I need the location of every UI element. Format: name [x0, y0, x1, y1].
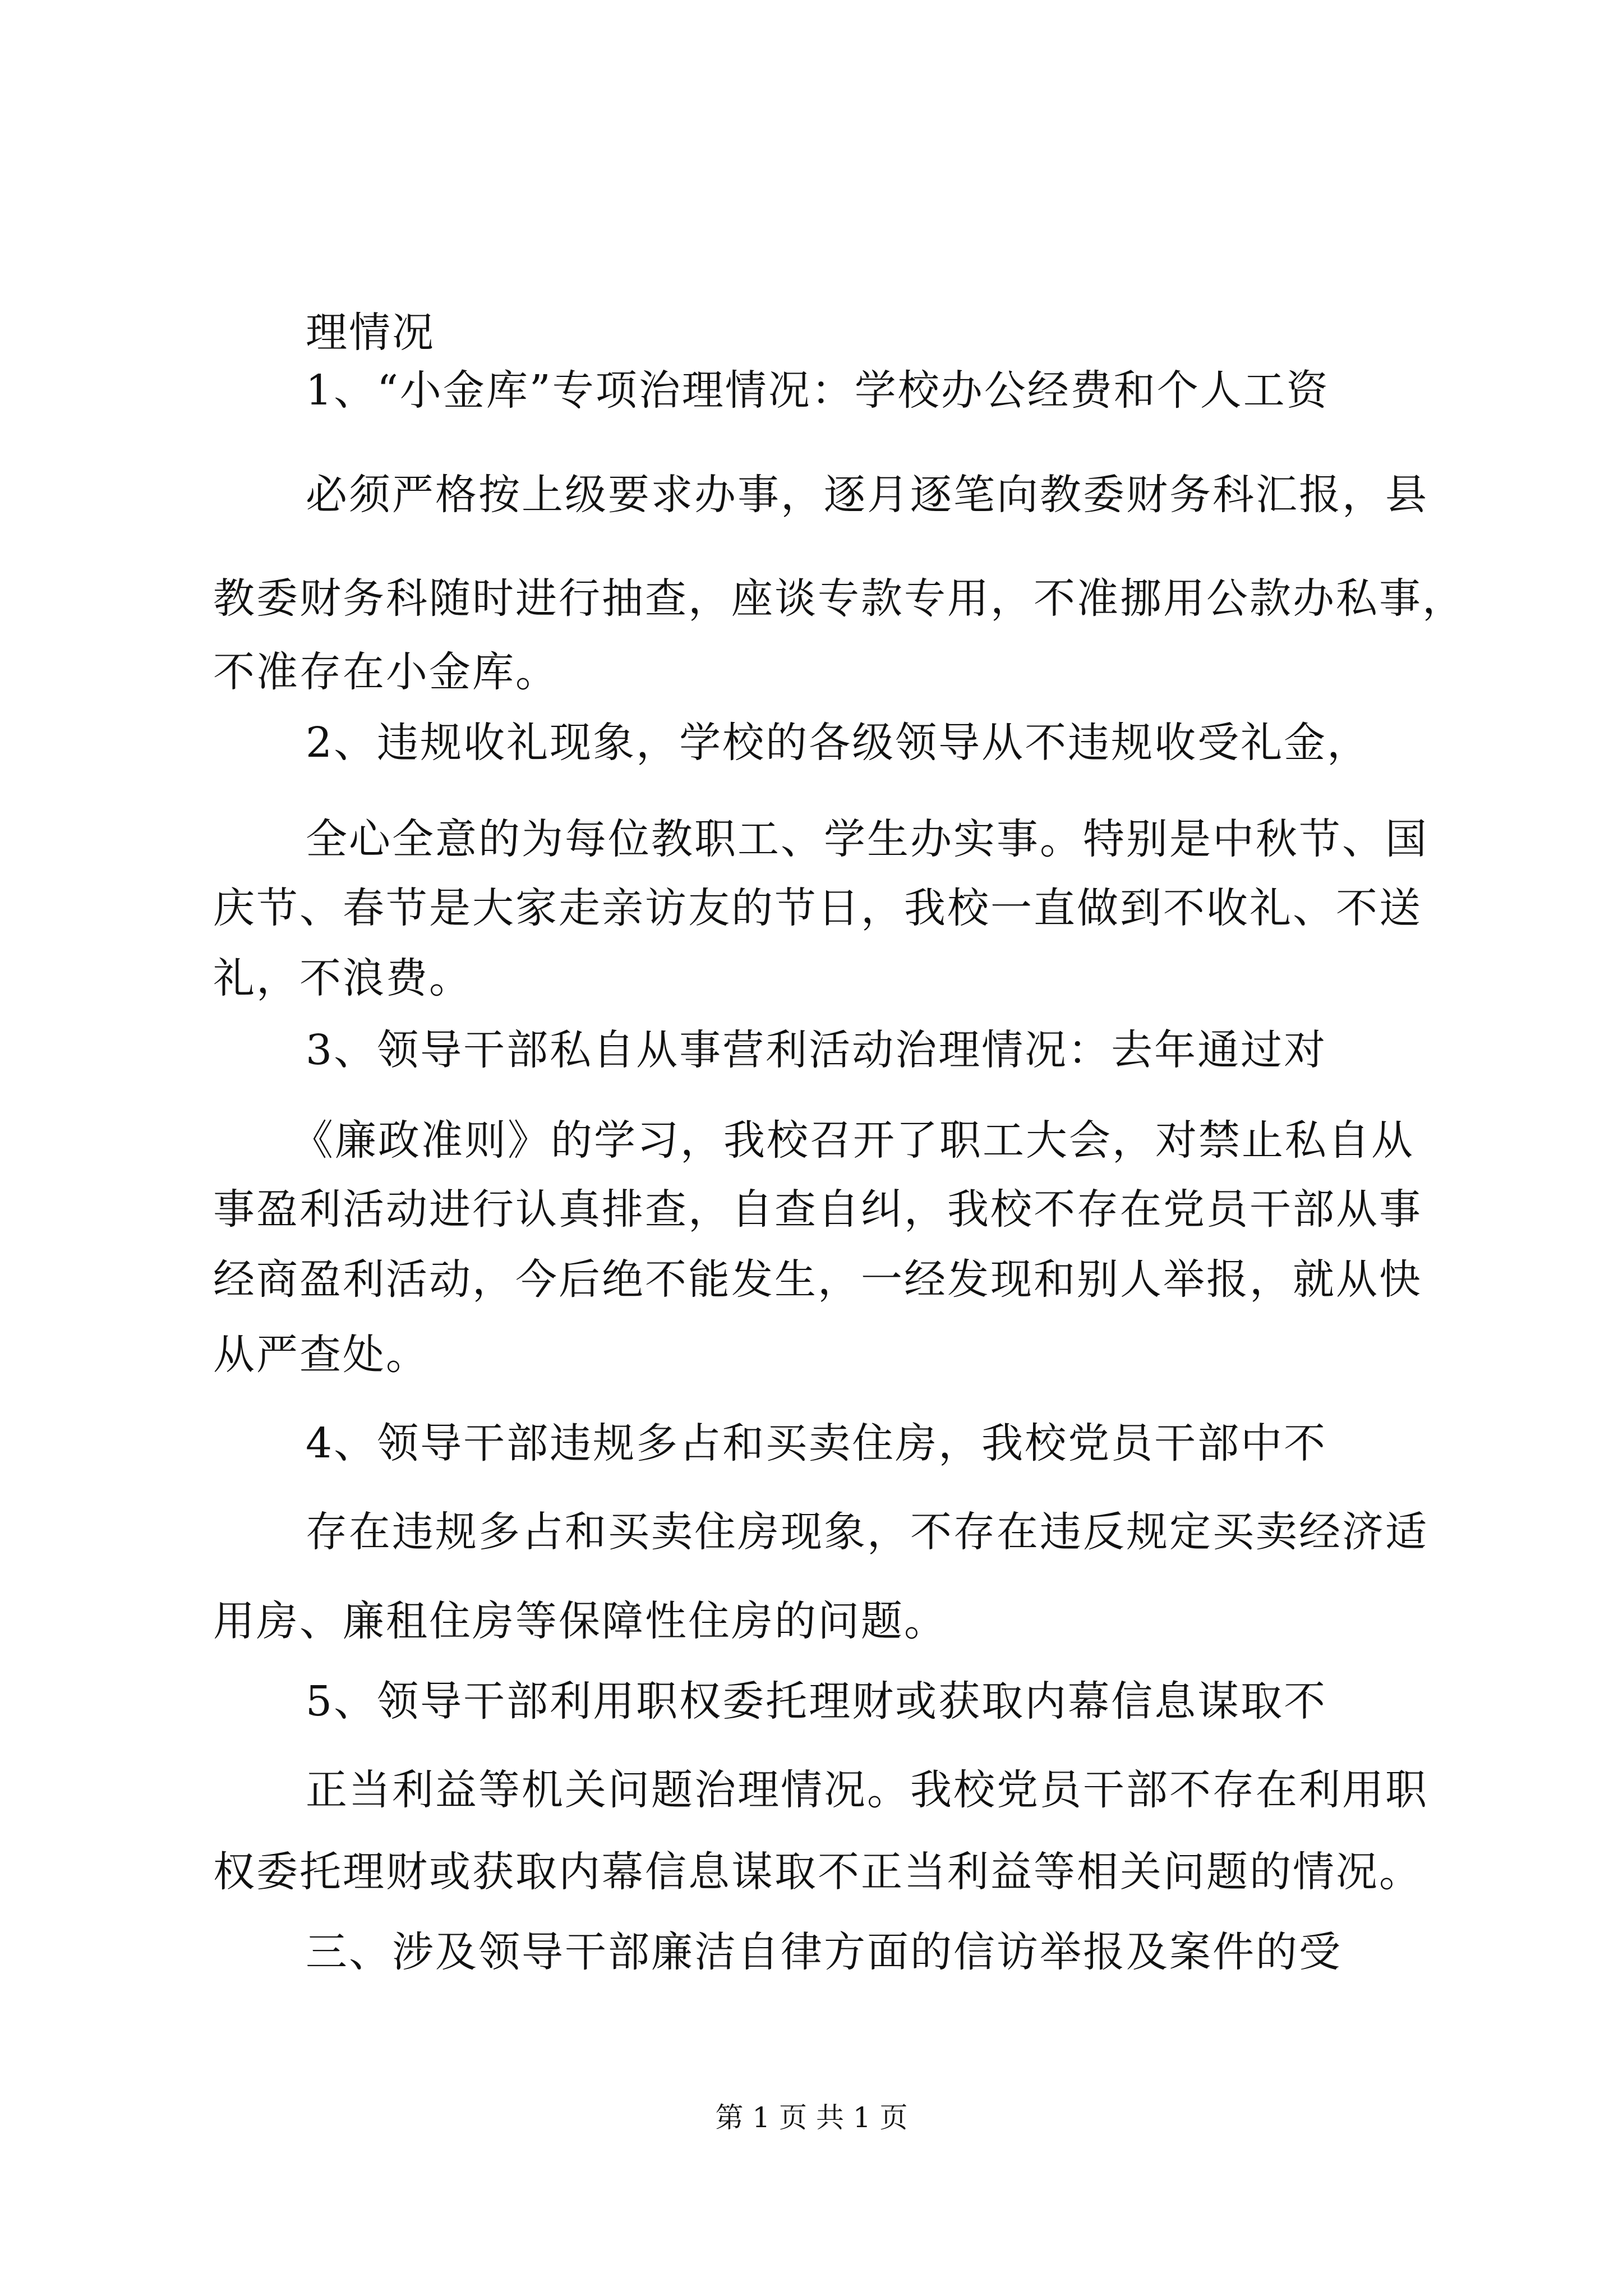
text-line: 《廉政准则》的学习，我校召开了职工大会，对禁止私自从: [292, 1116, 1414, 1165]
text-line: 3、领导干部私自从事营利活动治理情况：去年通过对: [306, 1026, 1327, 1074]
text-line: 不准存在小金库。: [213, 648, 559, 696]
text-line: 经商盈利活动，今后绝不能发生，一经发现和别人举报，就从快: [213, 1255, 1422, 1304]
text-line: 必须严格按上级要求办事，逐月逐笔向教委财务科汇报，县: [306, 471, 1428, 519]
text-line: 1、“小金库”专项治理情况：学校办公经费和个人工资: [306, 366, 1330, 415]
text-line: 5、领导干部利用职权委托理财或获取内幕信息谋取不: [306, 1677, 1327, 1726]
text-line: 庆节、春节是大家走亲访友的节日，我校一直做到不收礼、不送: [213, 884, 1422, 932]
text-line: 从严查处。: [213, 1331, 429, 1379]
page-footer: 第 1 页 共 1 页: [715, 2101, 908, 2134]
text-line: 用房、廉租住房等保障性住房的问题。: [213, 1597, 947, 1645]
text-line: 教委财务科随时进行抽查，座谈专款专用，不准挪用公款办私事，: [213, 574, 1465, 623]
text-line: 礼，不浪费。: [213, 954, 472, 1002]
text-line: 权委托理财或获取内幕信息谋取不正当利益等相关问题的情况。: [213, 1848, 1422, 1896]
text-line: 全心全意的为每位教职工、学生办实事。特别是中秋节、国: [306, 815, 1428, 863]
text-line: 正当利益等机关问题治理情况。我校党员干部不存在利用职: [306, 1766, 1428, 1814]
text-line: 三、涉及领导干部廉洁自律方面的信访举报及案件的受: [306, 1928, 1342, 1976]
text-line: 4、领导干部违规多占和买卖住房，我校党员干部中不: [306, 1419, 1327, 1467]
text-line: 事盈利活动进行认真排查，自查自纠，我校不存在党员干部从事: [213, 1185, 1422, 1234]
text-line: 存在违规多占和买卖住房现象，不存在违反规定买卖经济适: [306, 1508, 1428, 1556]
text-line: 2、违规收礼现象，学校的各级领导从不违规收受礼金，: [306, 719, 1371, 767]
text-line: 理情况: [306, 309, 435, 357]
